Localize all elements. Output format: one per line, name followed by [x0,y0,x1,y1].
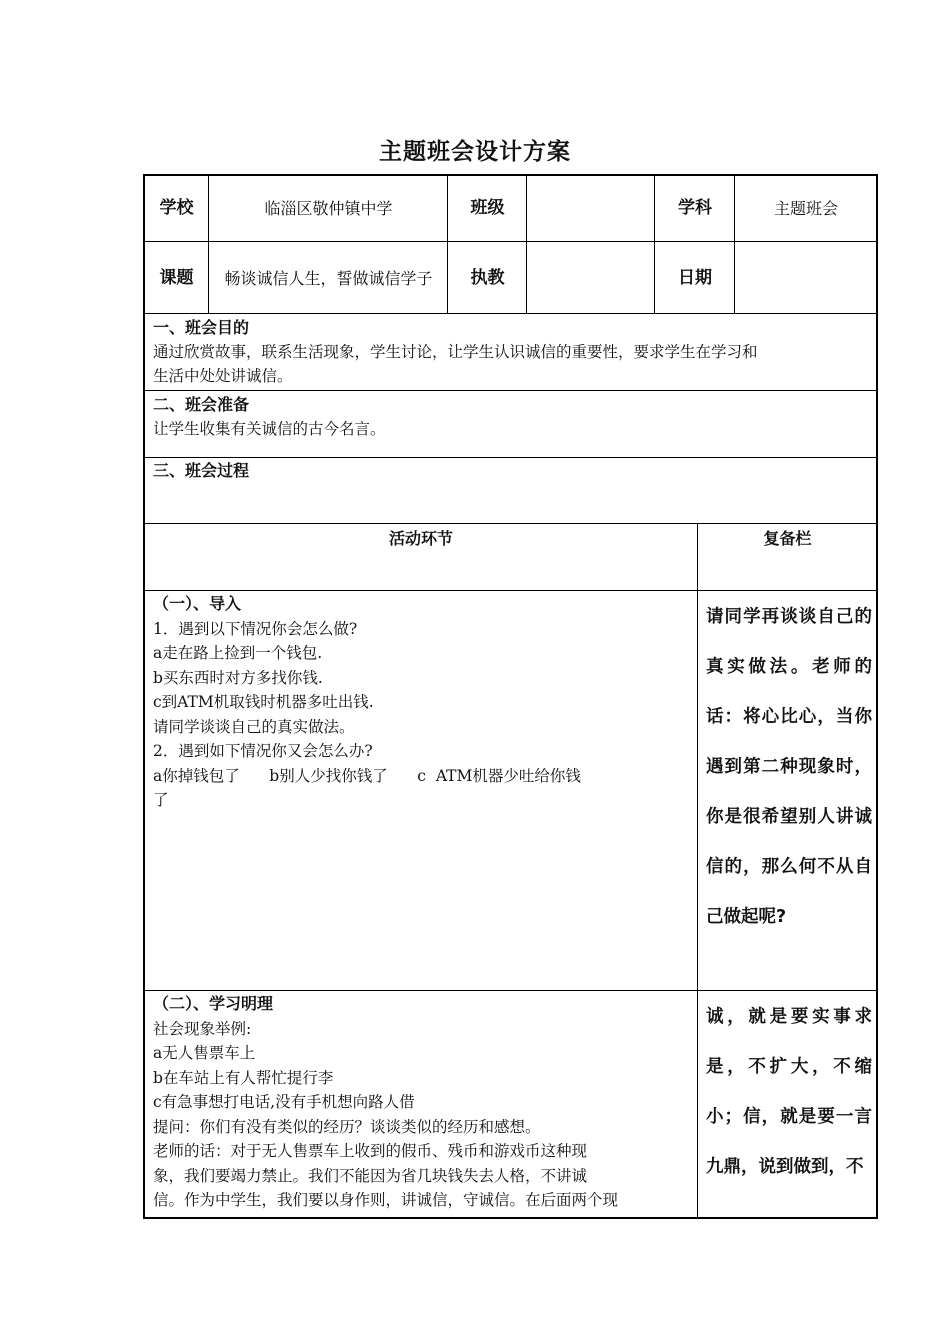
part2-line: a无人售票车上 [153,1044,256,1062]
topic-value: 畅谈诚信人生，誓做诚信学子 [224,268,433,288]
row-divider [143,390,878,391]
class-label: 班级 [470,198,505,218]
part2-line: 提问：你们有没有类似的经历？谈谈类似的经历和感想。 [153,1117,541,1136]
part1-line: 了 [153,791,169,809]
col-divider [208,174,209,313]
page-title: 主题班会设计方案 [379,139,571,165]
goal-heading: 一、班会目的 [153,318,250,337]
part1-line: 1．遇到以下情况你会怎么做? [153,619,358,638]
part2-line: 社会现象举例: [153,1019,252,1038]
process-heading: 三、班会过程 [153,461,250,480]
part2-note: 诚，就是要实事求是，不扩大，不缩小；信，就是要一言九鼎，说到做到，不 [706,1007,872,1177]
part1-line: a你掉钱包了 b别人少找你钱了 c ATM机器少吐给你钱 [153,766,581,785]
goal-text-line: 生活中处处讲诚信。 [153,367,293,385]
school-label: 学校 [159,198,194,218]
col-divider [697,523,698,1219]
col-divider [526,174,527,313]
prep-section [153,393,873,441]
part1-activity [153,592,693,813]
part2-line: c有急事想打电话,没有手机想向路人借 [153,1093,415,1111]
date-value [736,243,876,313]
part1-line: 请同学谈谈自己的真实做法。 [153,717,355,736]
row-divider [143,241,878,242]
col-divider [654,174,655,313]
part1-line: a走在路上捡到一个钱包. [153,644,323,662]
row-divider [143,590,878,591]
class-value [528,176,654,241]
teacher-label: 执教 [470,267,505,288]
part1-heading: （一）、导入 [153,594,242,613]
date-label: 日期 [678,267,712,288]
prep-text: 让学生收集有关诚信的古今名言。 [153,420,386,438]
activity-column-header: 活动环节 [388,529,453,548]
part1-note: 请同学再谈谈自己的真实做法。老师的话：将心比心，当你遇到第二种现象时，你是很希望别人讲诚信的，那么何不从自己做起呢? [706,607,872,927]
part2-line: 信。作为中学生，我们要以身作则，讲诚信，守诚信。在后面两个现 [153,1191,619,1209]
part2-line: 老师的话：对于无人售票车上收到的假币、残币和游戏币这种现 [153,1142,588,1160]
row-divider [143,457,878,458]
row-divider [143,313,878,314]
part1-line: b买东西时对方多找你钱. [153,668,323,687]
goal-section [153,316,873,388]
part1-line: 2．遇到如下情况你又会怎么办? [153,742,373,760]
col-divider [734,174,735,313]
teacher-value [528,243,654,313]
part2-heading: （二）、学习明理 [153,994,274,1013]
row-divider [143,990,878,991]
part2-line: 象，我们要竭力禁止。我们不能因为省几块钱失去人格，不讲诚 [153,1166,588,1185]
part1-line: c到ATM机取钱时机器多吐出钱. [153,693,374,711]
process-section [153,459,873,483]
notes-column-header: 复备栏 [763,529,812,548]
part2-line: b在车站上有人帮忙提行李 [153,1068,334,1087]
school-value: 临淄区敬仲镇中学 [264,199,393,218]
row-divider [143,523,878,524]
topic-label: 课题 [159,267,194,288]
prep-heading: 二、班会准备 [153,395,250,414]
col-divider [447,174,448,313]
goal-text-line: 通过欣赏故事，联系生活现象，学生讨论，让学生认识诚信的重要性，要求学生在学习和 [153,343,758,361]
subject-label: 学科 [678,198,712,218]
subject-value: 主题班会 [773,199,838,218]
part2-activity [153,992,693,1213]
